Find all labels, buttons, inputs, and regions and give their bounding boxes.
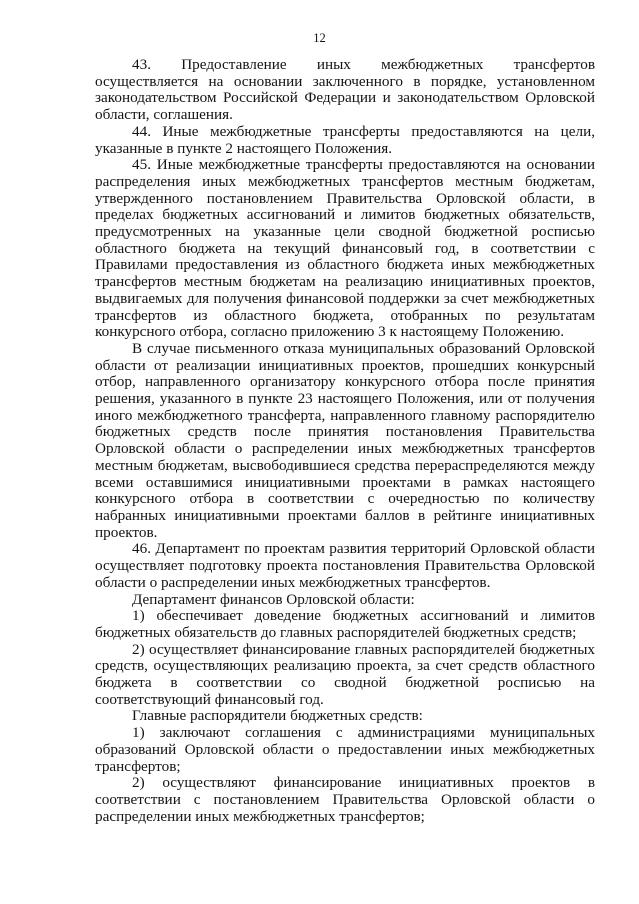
finance-department-item-2: 2) осуществляет финансирование главных распорядителей бюджетных средств, осуществляющих реализацию проекта, за счет средств областного бюджета в соответствии со сводной бюджетной росписью на соответствующий финансовый год. <box>95 640 595 708</box>
budget-managers-item-2: 2) осуществляют финансирование инициативных проектов в соответствии с постановлением Правительства Орловской области о распределении иных межбюджетных трансфертов; <box>95 774 595 825</box>
paragraph-43: 43. Предоставление иных межбюджетных трансфертов осуществляется на основании заключенного в порядке, установленном законодательством Российской Федерации и законодательством Орловской области, соглашения. <box>95 56 595 124</box>
finance-department-item-1: 1) обеспечивает доведение бюджетных ассигнований и лимитов бюджетных обязательств до главных распорядителей бюджетных средств; <box>95 607 595 641</box>
paragraph-45-refusal: В случае письменного отказа муниципальных образований Орловской области от реализации инициативных проектов, прошедших конкурсный отбор, направленного организатору конкурсного отбора после принятия решения, указанного в пункте 23 настоящего Положения, или от получения иного межбюджетного трансферта, направленного главному распорядителю бюджетных средств после принятия постановления Правительства Орловской области о распределении иных межбюджетных трансфертов местным бюджетам, высвободившиеся средства перераспределяются между всеми оставшимися инициативными проектами в рамках настоящего конкурсного отбора в соответствии с очередностью по количеству набранных инициативными проектами баллов в рейтинге инициативных проектов. <box>95 339 595 541</box>
document-body <box>95 57 595 825</box>
page-number: 12 <box>313 31 326 45</box>
budget-managers-heading: Главные распорядители бюджетных средств: <box>132 707 423 725</box>
finance-department-heading: Департамент финансов Орловской области: <box>132 590 415 608</box>
budget-managers-item-1: 1) заключают соглашения с администрациями муниципальных образований Орловской области о предоставлении иных межбюджетных трансфертов; <box>95 724 595 775</box>
paragraph-45: 45. Иные межбюджетные трансферты предоставляются на основании распределения иных межбюджетных трансфертов местным бюджетам, утвержденного постановлением Правительства Орловской области, в пределах бюджетных ассигнований и лимитов бюджетных обязательств, предусмотренных на указанные цели сводной бюджетной росписью областного бюджета на текущий финансовый год, в соответствии с Правилами предоставления из областного бюджета иных межбюджетных трансфертов местным бюджетам на реализацию инициативных проектов, выдвигаемых для получения финансовой поддержки за счет межбюджетных трансфертов из областного бюджета, отобранных по результатам конкурсного отбора, согласно приложению 3 к настоящему Положению. <box>95 156 595 341</box>
paragraph-44: 44. Иные межбюджетные трансферты предоставляются на цели, указанные в пункте 2 настоящего Положения. <box>95 122 595 157</box>
paragraph-46: 46. Департамент по проектам развития территорий Орловской области осуществляет подготовку проекта постановления Правительства Орловской области о распределении иных межбюджетных трансфертов. <box>95 540 595 591</box>
